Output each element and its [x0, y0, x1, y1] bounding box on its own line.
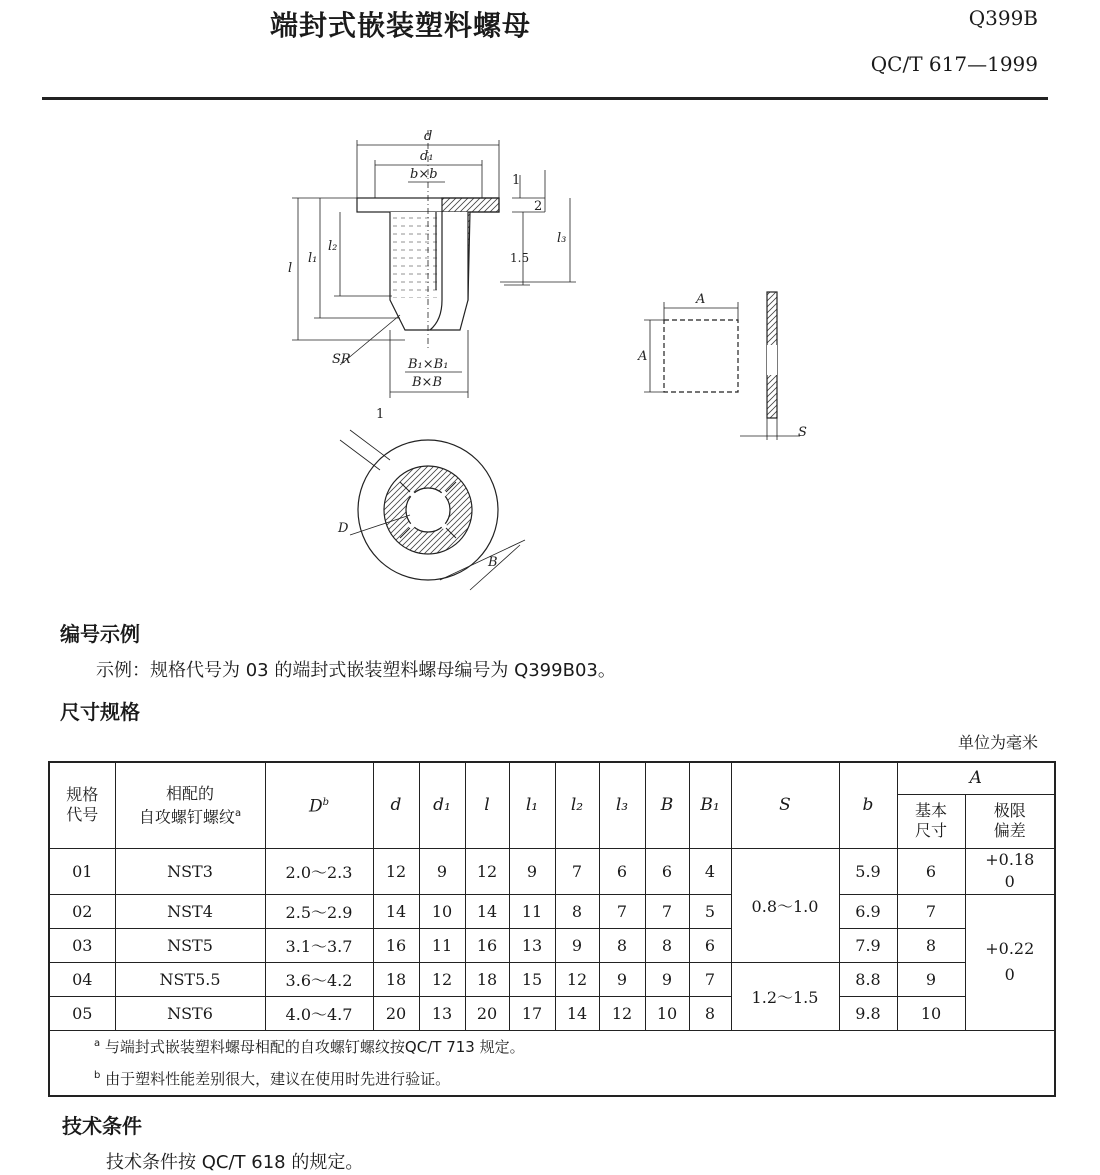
cell-l1: 15: [509, 962, 555, 996]
cell-A-tol-group-1: +0.18 0: [965, 848, 1055, 894]
cell-A-basic: 10: [897, 996, 965, 1030]
cell-A-basic: 7: [897, 894, 965, 928]
note-text: 与端封式嵌装塑料螺母相配的自攻螺钉螺纹按QC/T 713 规定。: [104, 1038, 525, 1056]
cell-S-group-2: 1.2～1.5: [731, 962, 839, 1030]
cell-l: 18: [465, 962, 509, 996]
cell-d: 20: [373, 996, 419, 1030]
dim-label-bxb-outer: B×B: [412, 375, 442, 390]
header-D: $D^b$: [265, 762, 373, 848]
dim-label-b1xb1: B₁×B₁: [408, 357, 449, 372]
cell-B1: 5: [689, 894, 731, 928]
dim-label-l1: l₁: [308, 251, 318, 266]
cell-B1: 4: [689, 848, 731, 894]
header-S: S: [731, 762, 839, 848]
example-text: 示例：规格代号为 03 的端封式嵌装塑料螺母编号为 Q399B03。: [96, 660, 616, 681]
header-l1: l₁: [509, 762, 555, 848]
table-row: [49, 848, 1055, 894]
cell-l: 14: [465, 894, 509, 928]
cell-A-basic: 8: [897, 928, 965, 962]
dim-label-bxb: b×b: [410, 167, 438, 182]
cell-D: 2.0～2.3: [265, 848, 373, 894]
cell-thread: NST3: [115, 848, 265, 894]
cell-d: 12: [373, 848, 419, 894]
cell-l1: 9: [509, 848, 555, 894]
dim-label-a-top: A: [696, 292, 706, 307]
cell-l: 12: [465, 848, 509, 894]
cell-b: 7.9: [839, 928, 897, 962]
cell-thread: NST5: [115, 928, 265, 962]
dim-label-1-bottom: 1: [376, 407, 385, 422]
cell-B: 9: [645, 962, 689, 996]
cell-d1: 11: [419, 928, 465, 962]
cell-l1: 17: [509, 996, 555, 1030]
cell-D: 4.0～4.7: [265, 996, 373, 1030]
cell-d: 16: [373, 928, 419, 962]
cell-code: 03: [49, 928, 115, 962]
cell-l2: 8: [555, 894, 599, 928]
size-heading: 尺寸规格: [60, 700, 140, 724]
cell-b: 6.9: [839, 894, 897, 928]
cell-S-group-1: 0.8～1.0: [731, 848, 839, 962]
dim-label-B: B: [488, 555, 498, 570]
cell-B: 6: [645, 848, 689, 894]
cell-A-basic: 9: [897, 962, 965, 996]
header-b: b: [839, 762, 897, 848]
cell-d: 18: [373, 962, 419, 996]
cell-thread: NST6: [115, 996, 265, 1030]
cell-l3: 8: [599, 928, 645, 962]
cell-l2: 9: [555, 928, 599, 962]
cell-thread: NST5.5: [115, 962, 265, 996]
dim-label-l2: l₂: [328, 239, 338, 254]
cell-B: 8: [645, 928, 689, 962]
cell-thread: NST4: [115, 894, 265, 928]
dim-label-d: d: [424, 129, 433, 144]
dim-label-D: D: [338, 521, 349, 536]
cell-b: 5.9: [839, 848, 897, 894]
example-heading: 编号示例: [60, 622, 140, 646]
table-row: [49, 962, 1055, 996]
cell-B: 7: [645, 894, 689, 928]
header-d1: d₁: [419, 762, 465, 848]
cell-l3: 7: [599, 894, 645, 928]
cell-l3: 9: [599, 962, 645, 996]
cell-b: 8.8: [839, 962, 897, 996]
tech-text: 技术条件按 QC/T 618 的规定。: [106, 1152, 364, 1173]
cell-l2: 14: [555, 996, 599, 1030]
note-text: 由于塑料性能差别很大，建议在使用时先进行验证。: [105, 1070, 451, 1088]
cell-l: 20: [465, 996, 509, 1030]
cell-D: 3.1～3.7: [265, 928, 373, 962]
cell-b: 9.8: [839, 996, 897, 1030]
cell-A-basic: 6: [897, 848, 965, 894]
standard-number: QC/T 617—1999: [870, 52, 1038, 76]
cell-d: 14: [373, 894, 419, 928]
header-A-tol: 极限 偏差: [965, 794, 1055, 848]
cell-D: 3.6～4.2: [265, 962, 373, 996]
cell-B1: 6: [689, 928, 731, 962]
cell-B1: 7: [689, 962, 731, 996]
cell-B1: 8: [689, 996, 731, 1030]
dim-label-1: 1: [512, 173, 521, 188]
cell-d1: 10: [419, 894, 465, 928]
table-row: [49, 996, 1055, 1030]
cell-l3: 12: [599, 996, 645, 1030]
header-B1: B₁: [689, 762, 731, 848]
cell-l2: 7: [555, 848, 599, 894]
spec-table: [48, 761, 1056, 1097]
header-l: l: [465, 762, 509, 848]
dim-label-s: S: [798, 425, 807, 440]
part-code: Q399B: [968, 6, 1038, 30]
table-note: $^b$ 由于塑料性能差别很大，建议在使用时先进行验证。: [49, 1063, 1055, 1096]
header-l3: l₃: [599, 762, 645, 848]
header-B: B: [645, 762, 689, 848]
header-A: A: [897, 762, 1055, 794]
tech-heading: 技术条件: [62, 1114, 142, 1138]
dim-label-d1: d₁: [420, 149, 434, 164]
cell-l1: 13: [509, 928, 555, 962]
table-row: [49, 928, 1055, 962]
cell-A-tol-group-2: +0.22 0: [965, 894, 1055, 1030]
technical-drawing: [270, 118, 830, 598]
cell-d1: 12: [419, 962, 465, 996]
cell-l2: 12: [555, 962, 599, 996]
page-title: 端封式嵌装塑料螺母: [270, 9, 532, 42]
dim-label-l: l: [288, 261, 293, 276]
dim-label-a-side: A: [638, 349, 648, 364]
cell-code: 02: [49, 894, 115, 928]
cell-d1: 13: [419, 996, 465, 1030]
dim-label-sr: SR: [332, 352, 351, 367]
header-code: 规格 代号: [49, 762, 115, 848]
dim-label-1-5: 1.5: [510, 251, 530, 265]
cell-B: 10: [645, 996, 689, 1030]
header-l2: l₂: [555, 762, 599, 848]
cell-l3: 6: [599, 848, 645, 894]
cell-l: 16: [465, 928, 509, 962]
table-row: [49, 894, 1055, 928]
cell-code: 01: [49, 848, 115, 894]
dim-label-2: 2: [534, 199, 543, 214]
unit-note: 单位为毫米: [957, 733, 1038, 752]
header-d: d: [373, 762, 419, 848]
cell-D: 2.5～2.9: [265, 894, 373, 928]
header-thread: 相配的 自攻螺钉螺纹$^a$: [115, 762, 265, 848]
dim-label-l3: l₃: [557, 231, 567, 246]
cell-d1: 9: [419, 848, 465, 894]
header-divider: [42, 97, 1048, 100]
cell-l1: 11: [509, 894, 555, 928]
header-A-basic: 基本 尺寸: [897, 794, 965, 848]
cell-code: 04: [49, 962, 115, 996]
cell-code: 05: [49, 996, 115, 1030]
table-note: $^a$ 与端封式嵌装塑料螺母相配的自攻螺钉螺纹按QC/T 713 规定。: [49, 1030, 1055, 1063]
